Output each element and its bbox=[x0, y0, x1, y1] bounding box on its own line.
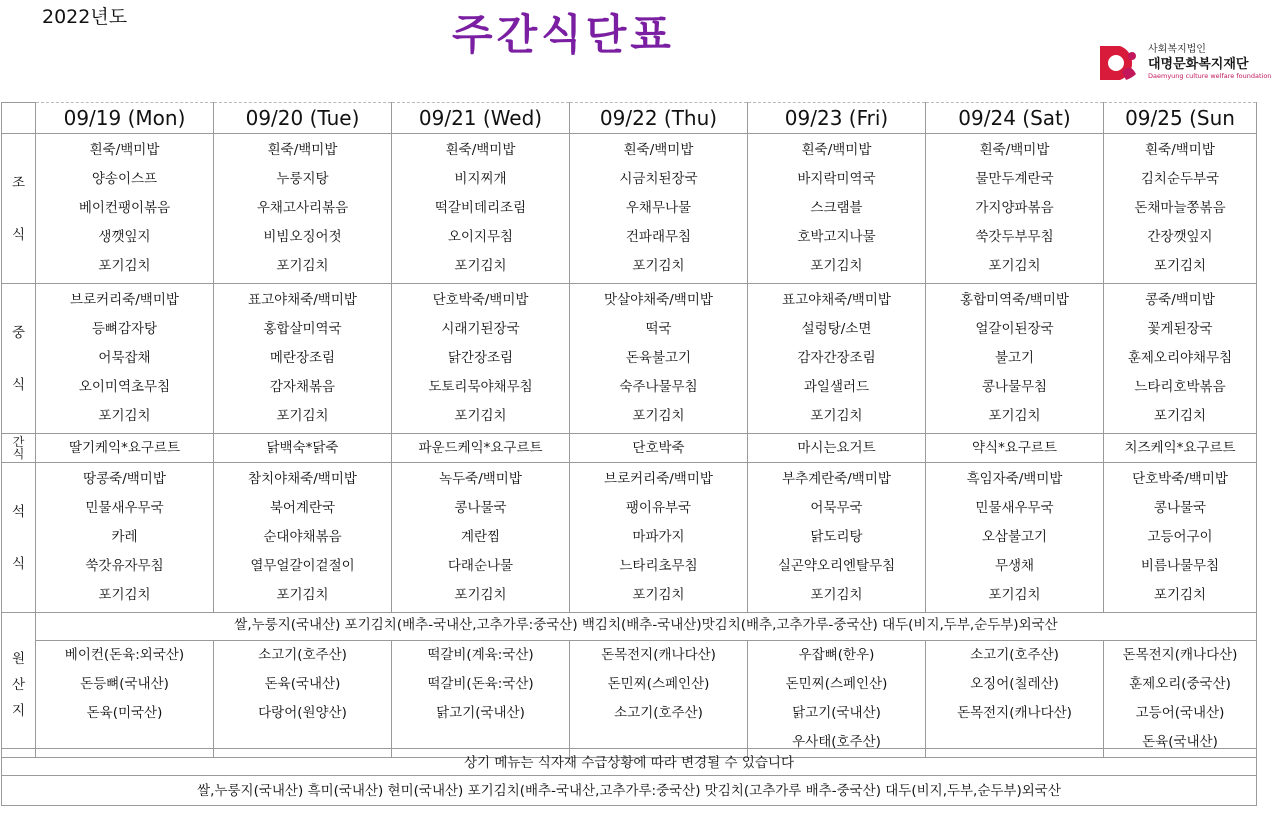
snack-cell bbox=[36, 434, 214, 463]
menu-item: 포기김치 bbox=[632, 258, 685, 274]
date-header: 09/25 (Sun bbox=[1104, 103, 1257, 134]
menu-item: 땅콩죽/백미밥 bbox=[83, 471, 166, 487]
menu-item: 호박고지나물 bbox=[797, 229, 876, 245]
menu-item: 스크램블 bbox=[810, 200, 863, 216]
origin-item: 우사태(호주산) bbox=[792, 734, 881, 750]
menu-item: 물만두계란국 bbox=[975, 171, 1054, 187]
menu-item: 가지양파볶음 bbox=[975, 200, 1054, 216]
menu-item: 카레 bbox=[111, 529, 138, 545]
origin-item: 돈목전지(캐나다산) bbox=[957, 705, 1072, 721]
menu-item: 포기김치 bbox=[988, 408, 1041, 424]
lunch-cell bbox=[1104, 284, 1257, 434]
menu-item: 콩나물국 bbox=[1153, 500, 1207, 516]
menu-item: 누룽지탕 bbox=[276, 171, 329, 187]
dinner-cell bbox=[392, 463, 570, 613]
menu-item: 바지락미역국 bbox=[797, 171, 876, 187]
menu-item: 돈채마늘쫑볶음 bbox=[1134, 200, 1226, 216]
menu-item: 북어계란국 bbox=[269, 500, 336, 516]
date-header: 09/24 (Sat) bbox=[926, 103, 1104, 134]
snack-cell bbox=[392, 434, 570, 463]
menu-item: 우채고사리볶음 bbox=[256, 200, 349, 216]
origin-cell bbox=[214, 641, 392, 758]
lunch-cell bbox=[214, 284, 392, 434]
origin-common-row bbox=[2, 613, 1257, 641]
menu-item: 과일샐러드 bbox=[803, 379, 870, 395]
menu-item: 포기김치 bbox=[810, 258, 863, 274]
menu-item: 열무얼갈이겉절이 bbox=[250, 558, 355, 574]
menu-item: 단호박죽/백미밥 bbox=[1132, 471, 1228, 487]
menu-item: 포기김치 bbox=[1153, 408, 1207, 424]
origin-item: 돈목전지(캐나다산) bbox=[1122, 647, 1238, 663]
origin-item: 소고기(호주산) bbox=[614, 705, 703, 721]
menu-item: 단호박죽/백미밥 bbox=[432, 292, 529, 308]
origin-item: 베이컨(돈육:외국산) bbox=[64, 647, 185, 663]
origin-item: 돈육(국내산) bbox=[264, 676, 341, 692]
snack-item: 파운드케익*요구르트 bbox=[418, 440, 543, 456]
origin-cell bbox=[926, 641, 1104, 758]
menu-item: 참치야채죽/백미밥 bbox=[248, 471, 357, 487]
breakfast-row bbox=[2, 134, 1257, 284]
menu-item: 포기김치 bbox=[988, 258, 1041, 274]
menu-item: 흰죽/백미밥 bbox=[445, 142, 516, 158]
date-header: 09/21 (Wed) bbox=[392, 103, 570, 134]
menu-item: 꽃게된장국 bbox=[1147, 321, 1213, 337]
menu-item: 떡갈비데리조림 bbox=[434, 200, 527, 216]
lunch-cell bbox=[570, 284, 748, 434]
dinner-row bbox=[2, 463, 1257, 613]
lunch-cell bbox=[36, 284, 214, 434]
dinner-cell bbox=[1104, 463, 1257, 613]
menu-item: 흰죽/백미밥 bbox=[89, 142, 160, 158]
dinner-cell bbox=[748, 463, 926, 613]
snack-label: 간 식 bbox=[2, 434, 36, 463]
breakfast-cell bbox=[36, 134, 214, 284]
menu-item: 비빔오징어젓 bbox=[263, 229, 342, 245]
origin-item: 소고기(호주산) bbox=[258, 647, 347, 663]
lunch-cell bbox=[748, 284, 926, 434]
menu-item: 홍합미역죽/백미밥 bbox=[960, 292, 1069, 308]
origin-item: 떡갈비(돈육:국산) bbox=[427, 676, 534, 692]
menu-item: 포기김치 bbox=[454, 258, 507, 274]
breakfast-cell bbox=[748, 134, 926, 284]
dinner-cell bbox=[926, 463, 1104, 613]
menu-item: 건파래무침 bbox=[625, 229, 692, 245]
menu-item: 맛살야채죽/백미밥 bbox=[604, 292, 713, 308]
origin-item: 다랑어(원양산) bbox=[258, 705, 347, 721]
menu-item: 계란찜 bbox=[460, 529, 501, 545]
menu-item: 표고야채죽/백미밥 bbox=[248, 292, 357, 308]
origin-item: 닭고기(국내산) bbox=[792, 705, 881, 721]
corner-cell bbox=[2, 103, 36, 134]
menu-item: 흰죽/백미밥 bbox=[801, 142, 872, 158]
breakfast-cell bbox=[570, 134, 748, 284]
menu-item: 민물새우무국 bbox=[975, 500, 1054, 516]
logo-english: Daemyung culture welfare foundation bbox=[1148, 72, 1271, 80]
menu-item: 포기김치 bbox=[276, 258, 329, 274]
origin-cell bbox=[570, 641, 748, 758]
menu-item: 숙주나물무침 bbox=[619, 379, 698, 395]
breakfast-cell bbox=[392, 134, 570, 284]
origin-item: 돈등뼈(국내산) bbox=[80, 676, 169, 692]
menu-item: 부추계란죽/백미밥 bbox=[782, 471, 891, 487]
menu-item: 콩죽/백미밥 bbox=[1145, 292, 1215, 308]
origin-item: 돈민찌(스페인산) bbox=[785, 676, 888, 692]
origin-item: 훈제오리(중국산) bbox=[1129, 676, 1231, 692]
menu-item: 다래순나물 bbox=[447, 558, 514, 574]
snack-cell bbox=[1104, 434, 1257, 463]
foundation-logo-icon bbox=[1096, 42, 1140, 84]
origin-cell bbox=[392, 641, 570, 758]
menu-item: 베이컨팽이볶음 bbox=[78, 200, 171, 216]
menu-item: 도토리묵야채무침 bbox=[428, 379, 533, 395]
menu-item: 설렁탕/소면 bbox=[801, 321, 872, 337]
origin-item: 소고기(호주산) bbox=[970, 647, 1059, 663]
snack-cell bbox=[214, 434, 392, 463]
foundation-logo bbox=[1096, 40, 1271, 88]
menu-item: 우채무나물 bbox=[625, 200, 692, 216]
menu-item: 브로커리죽/백미밥 bbox=[70, 292, 179, 308]
menu-change-notice: 상기 메뉴는 식자재 수급상황에 따라 변경될 수 있습니다 bbox=[1, 748, 1257, 776]
snack-item: 약식*요구르트 bbox=[972, 440, 1057, 456]
menu-item: 순대야채볶음 bbox=[263, 529, 342, 545]
lunch-cell bbox=[926, 284, 1104, 434]
menu-item: 느타리초무침 bbox=[619, 558, 698, 574]
menu-item: 고등어구이 bbox=[1147, 529, 1213, 545]
menu-item: 훈제오리야채무침 bbox=[1127, 350, 1233, 366]
date-header: 09/22 (Thu) bbox=[570, 103, 748, 134]
snack-item: 딸기케익*요구르트 bbox=[68, 440, 181, 456]
breakfast-cell bbox=[926, 134, 1104, 284]
menu-item: 메란장조림 bbox=[269, 350, 336, 366]
menu-item: 시래기된장국 bbox=[441, 321, 520, 337]
breakfast-cell bbox=[214, 134, 392, 284]
menu-item: 흑임자죽/백미밥 bbox=[966, 471, 1063, 487]
menu-item: 쑥갓두부무침 bbox=[975, 229, 1054, 245]
menu-item: 어묵잡채 bbox=[98, 350, 151, 366]
snack-item: 닭백숙*닭죽 bbox=[266, 440, 339, 456]
menu-item: 포기김치 bbox=[98, 587, 151, 603]
menu-item: 양송이스프 bbox=[91, 171, 158, 187]
dinner-label: 석 식 bbox=[2, 463, 36, 613]
snack-cell bbox=[926, 434, 1104, 463]
dinner-cell bbox=[214, 463, 392, 613]
menu-item: 떡국 bbox=[645, 321, 672, 337]
breakfast-label: 조 식 bbox=[2, 134, 36, 284]
menu-item: 비름나물무침 bbox=[1140, 558, 1220, 574]
origin-item: 돈민찌(스페인산) bbox=[607, 676, 710, 692]
date-header: 09/23 (Fri) bbox=[748, 103, 926, 134]
lunch-label: 중 식 bbox=[2, 284, 36, 434]
menu-item: 비지찌개 bbox=[454, 171, 507, 187]
origin-cell bbox=[36, 641, 214, 758]
lunch-cell bbox=[392, 284, 570, 434]
menu-item: 김치순두부국 bbox=[1140, 171, 1220, 187]
date-header-row bbox=[2, 103, 1257, 134]
snack-item: 치즈케익*요구르트 bbox=[1124, 440, 1236, 456]
menu-item: 오삼불고기 bbox=[981, 529, 1048, 545]
menu-item: 등뼈감자탕 bbox=[91, 321, 158, 337]
menu-item: 돈육불고기 bbox=[625, 350, 692, 366]
menu-item: 홍합살미역국 bbox=[263, 321, 342, 337]
menu-item: 흰죽/백미밥 bbox=[267, 142, 338, 158]
snack-cell bbox=[748, 434, 926, 463]
menu-item: 불고기 bbox=[994, 350, 1035, 366]
menu-item: 포기김치 bbox=[632, 587, 685, 603]
origin-row bbox=[2, 641, 1257, 758]
menu-item: 포기김치 bbox=[988, 587, 1041, 603]
menu-item: 시금치된장국 bbox=[619, 171, 698, 187]
date-header: 09/19 (Mon) bbox=[36, 103, 214, 134]
menu-item: 느타리호박볶음 bbox=[1134, 379, 1226, 395]
menu-item: 녹두죽/백미밥 bbox=[439, 471, 522, 487]
dinner-cell bbox=[36, 463, 214, 613]
snack-item: 단호박죽 bbox=[632, 440, 685, 456]
page-title: 주간식단표 bbox=[452, 10, 675, 59]
menu-item: 포기김치 bbox=[98, 258, 151, 274]
breakfast-cell bbox=[1104, 134, 1257, 284]
dinner-cell bbox=[570, 463, 748, 613]
snack-cell bbox=[570, 434, 748, 463]
origin-label: 원 산 지 bbox=[2, 613, 36, 758]
year-label: 2022년도 bbox=[42, 6, 128, 28]
menu-item: 브로커리죽/백미밥 bbox=[604, 471, 713, 487]
menu-item: 표고야채죽/백미밥 bbox=[782, 292, 891, 308]
menu-item: 포기김치 bbox=[810, 587, 863, 603]
origin-item: 돈육(미국산) bbox=[86, 705, 163, 721]
snack-item: 마시는요거트 bbox=[797, 440, 876, 456]
menu-item: 민물새우무국 bbox=[85, 500, 164, 516]
lunch-row bbox=[2, 284, 1257, 434]
menu-item: 포기김치 bbox=[98, 408, 151, 424]
snack-row bbox=[2, 434, 1257, 463]
origin-item: 돈목전지(캐나다산) bbox=[601, 647, 716, 663]
menu-item: 닭간장조림 bbox=[447, 350, 514, 366]
origin-item: 우잡뼈(한우) bbox=[798, 647, 875, 663]
menu-item: 간장깻잎지 bbox=[1147, 229, 1213, 245]
menu-item: 닭도리탕 bbox=[810, 529, 863, 545]
menu-item: 콩나물국 bbox=[454, 500, 507, 516]
menu-item: 흰죽/백미밥 bbox=[623, 142, 694, 158]
menu-item: 포기김치 bbox=[632, 408, 685, 424]
menu-item: 감자간장조림 bbox=[797, 350, 876, 366]
origin-item: 떡갈비(계육:국산) bbox=[427, 647, 534, 663]
weekly-menu-table bbox=[1, 102, 1257, 758]
menu-item: 무생채 bbox=[994, 558, 1035, 574]
menu-item: 포기김치 bbox=[810, 408, 863, 424]
origin-common: 쌀,누룽지(국내산) 포기김치(배추-국내산,고추가루:중국산) 백김치(배추-국내산)맛김치(배추,고추가루-중국산) 대두(비지,두부,순두부)외국산 bbox=[36, 613, 1257, 641]
menu-item: 어묵무국 bbox=[810, 500, 863, 516]
logo-name: 대명문화복지재단 bbox=[1148, 57, 1249, 72]
menu-item: 포기김치 bbox=[1153, 258, 1207, 274]
menu-item: 감자채볶음 bbox=[269, 379, 336, 395]
origin-cell bbox=[1104, 641, 1257, 758]
menu-item: 흰죽/백미밥 bbox=[1145, 142, 1215, 158]
logo-subtitle: 사회복지법인 bbox=[1148, 44, 1206, 55]
menu-item: 포기김치 bbox=[454, 408, 507, 424]
origin-item: 오징어(칠레산) bbox=[970, 676, 1059, 692]
origin-item: 고등어(국내산) bbox=[1135, 705, 1225, 721]
origin-item: 돈육(국내산) bbox=[1142, 734, 1218, 750]
menu-item: 쑥갓유자무침 bbox=[85, 558, 164, 574]
menu-item: 포기김치 bbox=[454, 587, 507, 603]
menu-item: 오이미역초무침 bbox=[78, 379, 171, 395]
menu-item: 실곤약오리엔탈무침 bbox=[777, 558, 896, 574]
origin-item: 닭고기(국내산) bbox=[436, 705, 525, 721]
menu-item: 흰죽/백미밥 bbox=[979, 142, 1050, 158]
date-header: 09/20 (Tue) bbox=[214, 103, 392, 134]
menu-item: 콩나물무침 bbox=[981, 379, 1048, 395]
origin-footer: 쌀,누룽지(국내산) 흑미(국내산) 현미(국내산) 포기김치(배추-국내산,고추가루:중국산) 맛김치(고추가루 배추-중국산) 대두(비지,두부,순두부)외국산 bbox=[1, 776, 1257, 806]
menu-item: 포기김치 bbox=[1153, 587, 1207, 603]
menu-item: 오이지무침 bbox=[447, 229, 514, 245]
menu-item: 팽이유부국 bbox=[625, 500, 692, 516]
menu-item: 마파가지 bbox=[632, 529, 685, 545]
menu-item: 얼갈이된장국 bbox=[975, 321, 1054, 337]
menu-item: 생깻잎지 bbox=[98, 229, 151, 245]
menu-item: 포기김치 bbox=[276, 408, 329, 424]
menu-item: 포기김치 bbox=[276, 587, 329, 603]
origin-cell bbox=[748, 641, 926, 758]
